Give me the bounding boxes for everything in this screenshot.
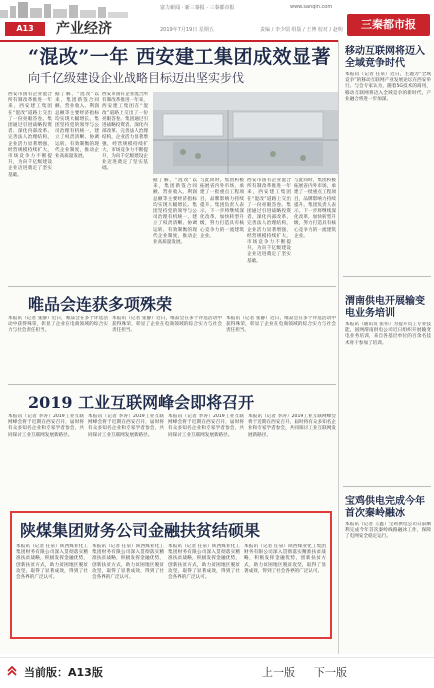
main-subhead: 向千亿级建设企业战略目标迈出坚实步伐 bbox=[28, 71, 245, 85]
main-article-col2: 据了解，“混改”以来，集团新签合同额、营业收入、利润总额等主要经济指标均实现大幅增长。集团坚持党的领导与公司治理有机统一，建立了权责清晰、协调运转、有效制衡的现代企业制度，推动企业高质量发展。 bbox=[55, 92, 99, 160]
sidebar-body-weinan-power: 本报讯（通讯员 张伟）为提升员工专业技能，国网渭南供电公司近日组织开展输变电业务培训，来自各基层单位的百余名技术骨干参加了培训。 bbox=[345, 322, 431, 346]
divider bbox=[8, 286, 336, 287]
article-body-vipshop-3: 本报讯（记者 张静）近日，唯品会在多个评选活动中获得殊荣，彰显了企业在电商领域的综合实力与社会责任担当。 bbox=[226, 316, 336, 334]
main-article-col1: 西安市国有企业混合所有制改革推进一年来，西安建工集团在“混改”道路上交出了一份亮眼答卷。集团通过引进战略投资者、深化内部改革、完善法人治理结构，企业活力显著增强，经营规模持续扩大，市场竞争力不断提升，为向千亿级建设企业迈进奠定了坚实基础。 bbox=[8, 92, 52, 178]
previous-page-link[interactable]: 上一版 bbox=[262, 666, 295, 679]
article-body-coal-3: 本报讯（记者 任泉）陕西煤业化工集团财务有限公司深入贯彻落实精准扶贫战略，积极发挥金融优势，创新扶贫方式，助力贫困地区脱贫攻坚，取得了显著成效，得到了社会各界的广泛认可。 bbox=[168, 544, 240, 581]
main-article-col7: 与此同时，集团积极拓展省内外市场，承建了一批重点工程项目，品牌影响力持续提升。集团负责人表示，下一步将继续深化改革，加快转型升级，努力打造具有核心竞争力的一流建筑企业。 bbox=[294, 178, 336, 239]
article-body-coal-2: 本报讯（记者 任泉）陕西煤业化工集团财务有限公司深入贯彻落实精准扶贫战略，积极发挥金融优势，创新扶贫方式，助力贫困地区脱贫攻坚，取得了显著成效，得到了社会各界的广泛认可。 bbox=[92, 544, 164, 581]
sidebar-title-baoji-power[interactable]: 宝鸡供电完成今年首次秦岭融冰 bbox=[345, 496, 425, 519]
editor-credits: 责编 / 李少瑞 组版 / 王博 校对 / 赵明 bbox=[260, 27, 343, 33]
article-body-iiot-1: 本报讯（记者 李涛）2019工业互联网峰会将于近期在西安召开，届时将有众多知名企业和专家学者参会，共同探讨工业互联网发展新路径。 bbox=[8, 414, 84, 438]
article-title-vipshop[interactable]: 唯品会连获多项殊荣 bbox=[28, 295, 173, 314]
current-page-label: 当前版：A13版 bbox=[24, 666, 103, 679]
sidebar-body-baoji-power: 本报讯（记者 王鑫）宝鸡供电公司日前顺利完成今年首次秦岭线路融冰工作，保障了电网安全稳定运行。 bbox=[345, 522, 431, 540]
main-article-col3: 西安市国有企业混合所有制改革推进一年来，西安建工集团在“混改”道路上交出了一份亮眼答卷。集团通过引进战略投资者、深化内部改革、完善法人治理结构，企业活力显著增强，经营规模持续扩大，市场竞争力不断提升，为向千亿级建设企业迈进奠定了坚实基础。 bbox=[102, 92, 148, 172]
article-body-coal-1: 本报讯（记者 任泉）陕西煤业化工集团财务有限公司深入贯彻落实精准扶贫战略，积极发挥金融优势，创新扶贫方式，助力贫困地区脱贫攻坚，取得了显著成效，得到了社会各界的广泛认可。 bbox=[16, 544, 88, 581]
article-photo bbox=[153, 92, 338, 174]
city-skyline-icon bbox=[0, 0, 160, 18]
article-title-shaanxi-coal[interactable]: 陕煤集团财务公司金融扶贫结硕果 bbox=[20, 521, 261, 540]
divider bbox=[343, 486, 431, 487]
article-body-iiot-2: 本报讯（记者 李涛）2019工业互联网峰会将于近期在西安召开，届时将有众多知名企业和专家学者参会，共同探讨工业互联网发展新路径。 bbox=[88, 414, 164, 438]
divider bbox=[8, 384, 336, 385]
masthead-text: 富力新闻 · 新三秦报 · 三秦都市报 bbox=[160, 5, 235, 11]
main-headline[interactable]: “混改”一年 西安建工集团成效显著 bbox=[28, 46, 331, 68]
issue-date: 2019年7月19日 星期五 bbox=[160, 27, 214, 33]
article-body-coal-4: 本报讯（记者 任泉）陕西煤业化工集团财务有限公司深入贯彻落实精准扶贫战略，积极发挥金融优势，创新扶贫方式，助力贫困地区脱贫攻坚，取得了显著成效，得到了社会各界的广泛认可。 bbox=[244, 544, 326, 574]
sidebar-title-weinan-power[interactable]: 渭南供电开展输变电业务培训 bbox=[345, 296, 425, 319]
page-header bbox=[0, 0, 434, 42]
sidebar-body-mobile-internet: 本报讯（记者 任泉）近日，主题为“全域竞争”的移动互联网产业发展论坛在西安举行。与会专家认为，随着5G技术的商用，移动互联网将迈入全域竞争的新时代，产业融合将进一步加深。 bbox=[345, 72, 431, 102]
divider bbox=[343, 276, 431, 277]
section-badge: A13 bbox=[5, 22, 45, 36]
aerial-site-icon bbox=[153, 92, 338, 174]
section-name: 产业经济 bbox=[56, 21, 112, 37]
article-body-iiot-4: 本报讯（记者 李涛）2019工业互联网峰会将于近期在西安召开，届时将有众多知名企业和专家学者参会，共同探讨工业互联网发展新路径。 bbox=[248, 414, 336, 438]
main-article-col6: 西安市国有企业混合所有制改革推进一年来，西安建工集团在“混改”道路上交出了一份亮眼答卷。集团通过引进战略投资者、深化内部改革、完善法人治理结构，企业活力显著增强，经营规模持续扩大，市场竞争力不断提升，为向千亿级建设企业迈进奠定了坚实基础。 bbox=[247, 178, 291, 264]
article-title-iiot-summit[interactable]: 2019 工业互联网峰会即将召开 bbox=[28, 393, 255, 412]
article-body-vipshop-1: 本报讯（记者 张静）近日，唯品会在多个评选活动中获得殊荣，彰显了企业在电商领域的综合实力与社会责任担当。 bbox=[8, 316, 108, 334]
double-chevron-up-icon[interactable] bbox=[6, 665, 18, 677]
sidebar-title-mobile-internet[interactable]: 移动互联网将迈入全域竞争时代 bbox=[345, 46, 425, 69]
article-body-iiot-3: 本报讯（记者 李涛）2019工业互联网峰会将于近期在西安召开，届时将有众多知名企业和专家学者参会，共同探讨工业互联网发展新路径。 bbox=[168, 414, 244, 438]
main-article-col5: 与此同时，集团积极拓展省内外市场，承建了一批重点工程项目，品牌影响力持续提升。集团负责人表示，下一步将继续深化改革，加快转型升级，努力打造具有核心竞争力的一流建筑企业。 bbox=[200, 178, 244, 239]
site-url: www.sanqin.com bbox=[290, 4, 333, 10]
next-page-link[interactable]: 下一版 bbox=[314, 666, 347, 679]
article-body-vipshop-2: 本报讯（记者 张静）近日，唯品会在多个评选活动中获得殊荣，彰显了企业在电商领域的综合实力与社会责任担当。 bbox=[112, 316, 222, 334]
right-sidebar bbox=[338, 40, 434, 654]
main-article-col4: 据了解，“混改”以来，集团新签合同额、营业收入、利润总额等主要经济指标均实现大幅增长。集团坚持党的领导与公司治理有机统一，建立了权责清晰、协调运转、有效制衡的现代企业制度，推动企业高质量发展。 bbox=[153, 178, 197, 246]
newspaper-logo: 三秦都市报 bbox=[347, 14, 430, 36]
